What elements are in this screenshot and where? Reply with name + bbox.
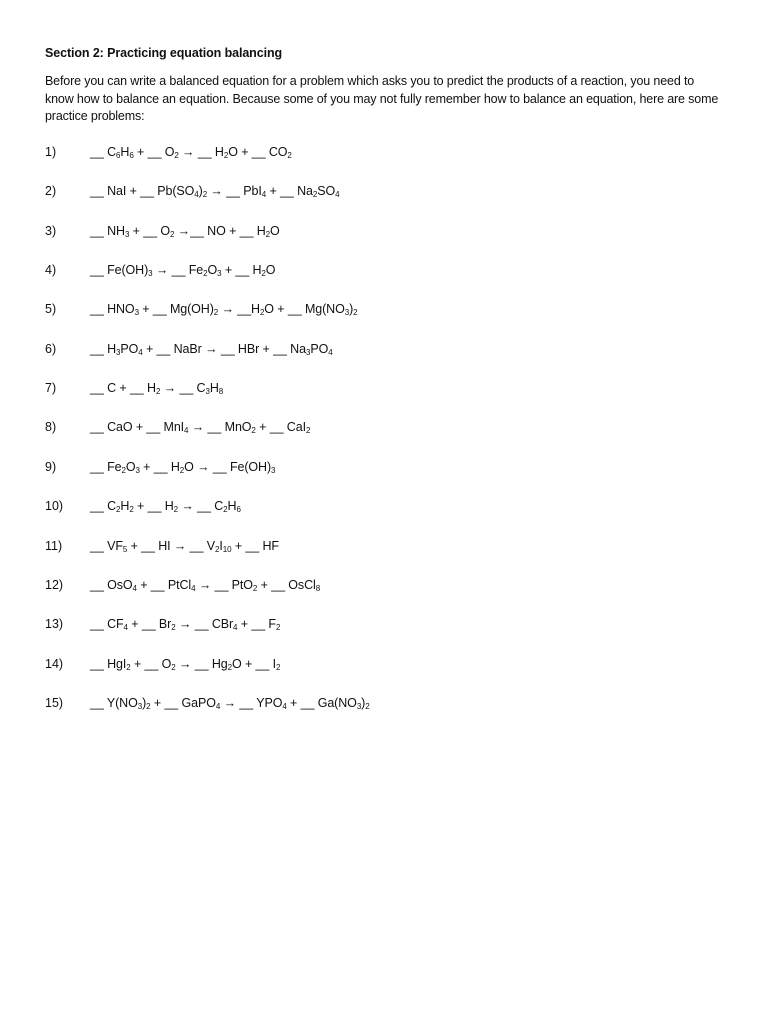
- problem-number: 10): [45, 499, 64, 514]
- problem-number: 11): [45, 538, 63, 553]
- problem-number: 12): [45, 577, 64, 592]
- problem-number: 9): [45, 459, 57, 474]
- chemical-equation: __ $HNO_3$ + __ $Mg(OH)_2$ → $\_\_H_2O$ + __ $Mg(NO_3)_2$: [90, 302, 358, 318]
- problem-number: 2): [45, 184, 57, 199]
- chemical-equation: __ C + __ $H_2$ → __ $C_3H_8$: [90, 381, 224, 397]
- problem-number: 15): [45, 695, 64, 710]
- problem-number: 8): [45, 420, 57, 435]
- chemical-equation: __ NaI + __ $Pb(SO_4)_2$ → __ PbI$_4$ + __ $Na_2SO_4$: [90, 184, 340, 200]
- chemical-equation: __ $C_6H_6$ + __ $O_2$ → __ $H_2O$ + __ $CO_2$: [90, 145, 292, 160]
- chemical-equation: __ $C_2H_2$ + __ $H_2$ → __ $C_2H_6$: [90, 499, 241, 515]
- problem-number: 3): [45, 223, 57, 238]
- chemical-equation: __ HgI$_2$ + __ $O_2$ → __ $Hg_2O$ + __ $I_2$: [90, 656, 281, 672]
- problem-number: 4): [45, 263, 57, 278]
- problem-number: 5): [45, 302, 57, 317]
- problem-number: 7): [45, 381, 57, 396]
- problem-number: 6): [45, 341, 57, 356]
- problem-number: 13): [45, 617, 64, 632]
- chemical-equation: __ $Y(NO_3)_2$ + __ GaPO$_4$ → __ $YPO_4$ + __ $Ga(NO_3)_2$: [90, 695, 370, 711]
- chemical-equation: __ $Fe(OH)_3$ → __ $Fe_2O_3$ + __ $H_2O$: [90, 263, 276, 279]
- chemical-equation: __ $NH_3$ + __ $O_2$ →__ NO + __ $H_2O$: [90, 223, 280, 239]
- chemical-equation: __ $H_3PO_4$ + __ NaBr → __ HBr + __ $Na_3PO_4$: [90, 341, 333, 357]
- problem-number: 1): [45, 145, 57, 159]
- chemical-equation: __ CaO + __ MnI$_4$ → __ MnO$_2$ + __ CaI$_2$: [90, 420, 311, 436]
- intro-paragraph: Before you can write a balanced equation for a problem which asks you to predict the products of a reaction, you need to know how to balance an equation. Because some of you may not fully remember how to balance an equation, here are some practice problems:: [45, 74, 719, 123]
- problem-number: 14): [45, 656, 64, 671]
- section-title: Section 2: Practicing equation balancing: [45, 46, 283, 60]
- chemical-equation: __ OsO$_4$ + __ PtCl$_4$ → __ PtO$_2$ + __ OsCl$_8$: [90, 577, 321, 593]
- chemical-equation: __ $Fe_2O_3$ + __ $H_2O$ → __ $Fe(OH)_3$: [90, 459, 276, 475]
- chemical-equation: __ $VF_5$ + __ HI → __ $V_2I_{10}$ + __ HF: [90, 538, 279, 554]
- chemical-equation: __ $CF_4$ + __ $Br_2$ → __ CBr$_4$ + __ $F_2$: [90, 617, 281, 633]
